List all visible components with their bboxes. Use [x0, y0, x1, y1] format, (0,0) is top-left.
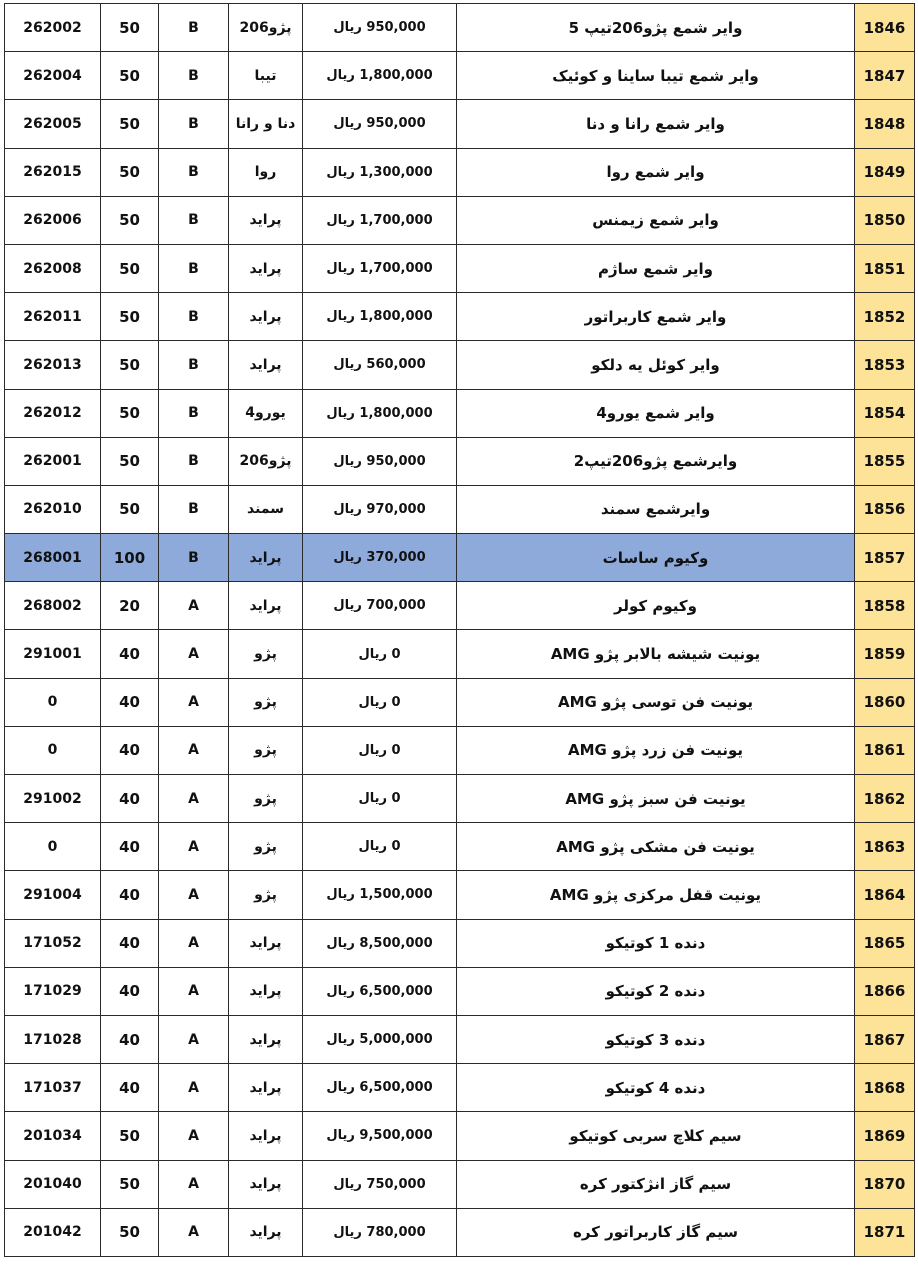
price-cell: 1,800,000 ریال [303, 52, 457, 100]
price-cell: 6,500,000 ریال [303, 1064, 457, 1112]
part-code-cell: 262005 [5, 100, 101, 148]
grade-cell: B [159, 293, 229, 341]
quantity-cell: 40 [101, 871, 159, 919]
part-code-cell: 262008 [5, 244, 101, 292]
grade-cell: B [159, 341, 229, 389]
part-code-cell: 262010 [5, 485, 101, 533]
car-model-cell: پژو [229, 630, 303, 678]
row-number-cell: 1852 [855, 293, 915, 341]
price-cell: 0 ریال [303, 726, 457, 774]
grade-cell: A [159, 967, 229, 1015]
quantity-cell: 50 [101, 485, 159, 533]
price-cell: 700,000 ریال [303, 582, 457, 630]
table-row [5, 1064, 915, 1112]
grade-cell: A [159, 726, 229, 774]
description-cell: دنده 3 کوتیکو [457, 1015, 855, 1063]
table-row [5, 485, 915, 533]
quantity-cell: 40 [101, 823, 159, 871]
table-row [5, 726, 915, 774]
table-row [5, 389, 915, 437]
grade-cell: A [159, 1208, 229, 1256]
table-row [5, 52, 915, 100]
table-row [5, 244, 915, 292]
price-cell: 6,500,000 ریال [303, 967, 457, 1015]
car-model-cell: پراید [229, 1064, 303, 1112]
quantity-cell: 100 [101, 534, 159, 582]
car-model-cell: پراید [229, 919, 303, 967]
description-cell: یونیت شیشه بالابر پژو AMG [457, 630, 855, 678]
price-cell: 1,800,000 ریال [303, 293, 457, 341]
description-cell: سیم کلاچ سربی کوتیکو [457, 1112, 855, 1160]
car-model-cell: پراید [229, 244, 303, 292]
price-cell: 370,000 ریال [303, 534, 457, 582]
row-number-cell: 1847 [855, 52, 915, 100]
car-model-cell: پژو [229, 775, 303, 823]
grade-cell: A [159, 630, 229, 678]
part-code-cell: 0 [5, 678, 101, 726]
car-model-cell: یورو4 [229, 389, 303, 437]
description-cell: سیم گاز انژکتور کره [457, 1160, 855, 1208]
car-model-cell: پراید [229, 196, 303, 244]
part-code-cell: 0 [5, 823, 101, 871]
table-row [5, 823, 915, 871]
car-model-cell: پراید [229, 1015, 303, 1063]
table-row [5, 1160, 915, 1208]
price-cell: 0 ریال [303, 678, 457, 726]
table-row [5, 919, 915, 967]
quantity-cell: 50 [101, 100, 159, 148]
table-row [5, 100, 915, 148]
row-number-cell: 1853 [855, 341, 915, 389]
part-code-cell: 262006 [5, 196, 101, 244]
part-code-cell: 171028 [5, 1015, 101, 1063]
quantity-cell: 40 [101, 726, 159, 774]
part-code-cell: 0 [5, 726, 101, 774]
quantity-cell: 50 [101, 1160, 159, 1208]
quantity-cell: 50 [101, 389, 159, 437]
row-number-cell: 1860 [855, 678, 915, 726]
price-cell: 1,500,000 ریال [303, 871, 457, 919]
price-cell: 0 ریال [303, 630, 457, 678]
grade-cell: A [159, 919, 229, 967]
row-number-cell: 1851 [855, 244, 915, 292]
row-number-cell: 1848 [855, 100, 915, 148]
table-row [5, 341, 915, 389]
table-row [5, 967, 915, 1015]
car-model-cell: پراید [229, 967, 303, 1015]
description-cell: یونیت فن مشکی پژو AMG [457, 823, 855, 871]
table-row [5, 196, 915, 244]
table-row [5, 534, 915, 582]
price-cell: 970,000 ریال [303, 485, 457, 533]
price-cell: 8,500,000 ریال [303, 919, 457, 967]
row-number-cell: 1854 [855, 389, 915, 437]
row-number-cell: 1850 [855, 196, 915, 244]
description-cell: وایر شمع ساژم [457, 244, 855, 292]
car-model-cell: پژو [229, 823, 303, 871]
description-cell: یونیت فن سبز پژو AMG [457, 775, 855, 823]
table-row [5, 630, 915, 678]
quantity-cell: 40 [101, 775, 159, 823]
row-number-cell: 1846 [855, 4, 915, 52]
price-cell: 950,000 ریال [303, 437, 457, 485]
price-cell: 5,000,000 ریال [303, 1015, 457, 1063]
grade-cell: A [159, 871, 229, 919]
part-code-cell: 201040 [5, 1160, 101, 1208]
grade-cell: B [159, 244, 229, 292]
quantity-cell: 40 [101, 1064, 159, 1112]
quantity-cell: 50 [101, 148, 159, 196]
quantity-cell: 50 [101, 4, 159, 52]
quantity-cell: 50 [101, 293, 159, 341]
car-model-cell: پژو206 [229, 4, 303, 52]
grade-cell: B [159, 100, 229, 148]
row-number-cell: 1868 [855, 1064, 915, 1112]
quantity-cell: 50 [101, 1112, 159, 1160]
part-code-cell: 201042 [5, 1208, 101, 1256]
quantity-cell: 50 [101, 244, 159, 292]
quantity-cell: 40 [101, 630, 159, 678]
price-cell: 560,000 ریال [303, 341, 457, 389]
part-code-cell: 262002 [5, 4, 101, 52]
table-row [5, 293, 915, 341]
part-code-cell: 171029 [5, 967, 101, 1015]
description-cell: وایرشمع پژو206تیپ2 [457, 437, 855, 485]
part-code-cell: 171037 [5, 1064, 101, 1112]
price-cell: 1,700,000 ریال [303, 244, 457, 292]
part-code-cell: 171052 [5, 919, 101, 967]
row-number-cell: 1867 [855, 1015, 915, 1063]
description-cell: یونیت قفل مرکزی پژو AMG [457, 871, 855, 919]
quantity-cell: 20 [101, 582, 159, 630]
grade-cell: B [159, 52, 229, 100]
row-number-cell: 1865 [855, 919, 915, 967]
car-model-cell: پراید [229, 582, 303, 630]
description-cell: وکیوم کولر [457, 582, 855, 630]
car-model-cell: روا [229, 148, 303, 196]
row-number-cell: 1871 [855, 1208, 915, 1256]
row-number-cell: 1864 [855, 871, 915, 919]
description-cell: دنده 4 کوتیکو [457, 1064, 855, 1112]
car-model-cell: پراید [229, 341, 303, 389]
description-cell: دنده 2 کوتیکو [457, 967, 855, 1015]
row-number-cell: 1869 [855, 1112, 915, 1160]
quantity-cell: 40 [101, 919, 159, 967]
table-row [5, 1208, 915, 1256]
grade-cell: B [159, 485, 229, 533]
quantity-cell: 50 [101, 437, 159, 485]
price-cell: 750,000 ریال [303, 1160, 457, 1208]
car-model-cell: پراید [229, 293, 303, 341]
part-code-cell: 291004 [5, 871, 101, 919]
car-model-cell: پژو [229, 726, 303, 774]
row-number-cell: 1862 [855, 775, 915, 823]
part-code-cell: 262011 [5, 293, 101, 341]
part-code-cell: 262004 [5, 52, 101, 100]
car-model-cell: پژو [229, 871, 303, 919]
price-list-body [5, 4, 915, 1257]
car-model-cell: دنا و رانا [229, 100, 303, 148]
table-row [5, 582, 915, 630]
description-cell: یونیت فن توسی پژو AMG [457, 678, 855, 726]
table-row [5, 1015, 915, 1063]
price-list-table [4, 3, 915, 1257]
table-row [5, 775, 915, 823]
car-model-cell: پژو206 [229, 437, 303, 485]
description-cell: وایرشمع سمند [457, 485, 855, 533]
price-cell: 950,000 ریال [303, 4, 457, 52]
price-cell: 780,000 ریال [303, 1208, 457, 1256]
grade-cell: B [159, 437, 229, 485]
description-cell: وایر شمع رانا و دنا [457, 100, 855, 148]
description-cell: سیم گاز کاربراتور کره [457, 1208, 855, 1256]
row-number-cell: 1859 [855, 630, 915, 678]
row-number-cell: 1857 [855, 534, 915, 582]
quantity-cell: 50 [101, 1208, 159, 1256]
grade-cell: B [159, 534, 229, 582]
car-model-cell: پژو [229, 678, 303, 726]
quantity-cell: 40 [101, 678, 159, 726]
row-number-cell: 1863 [855, 823, 915, 871]
description-cell: وایر شمع کاربراتور [457, 293, 855, 341]
grade-cell: B [159, 196, 229, 244]
quantity-cell: 40 [101, 1015, 159, 1063]
row-number-cell: 1870 [855, 1160, 915, 1208]
part-code-cell: 262013 [5, 341, 101, 389]
quantity-cell: 40 [101, 967, 159, 1015]
grade-cell: B [159, 389, 229, 437]
part-code-cell: 262001 [5, 437, 101, 485]
grade-cell: A [159, 775, 229, 823]
row-number-cell: 1855 [855, 437, 915, 485]
description-cell: وایر شمع پژو206تیپ 5 [457, 4, 855, 52]
description-cell: وایر شمع تیبا ساینا و کوئیک [457, 52, 855, 100]
description-cell: وایر شمع زیمنس [457, 196, 855, 244]
car-model-cell: پراید [229, 1208, 303, 1256]
row-number-cell: 1856 [855, 485, 915, 533]
table-row [5, 871, 915, 919]
description-cell: وکیوم ساسات [457, 534, 855, 582]
grade-cell: B [159, 4, 229, 52]
grade-cell: A [159, 823, 229, 871]
quantity-cell: 50 [101, 52, 159, 100]
car-model-cell: تیبا [229, 52, 303, 100]
part-code-cell: 268001 [5, 534, 101, 582]
grade-cell: B [159, 148, 229, 196]
table-row [5, 437, 915, 485]
car-model-cell: پراید [229, 1160, 303, 1208]
grade-cell: A [159, 1015, 229, 1063]
price-cell: 1,300,000 ریال [303, 148, 457, 196]
table-row [5, 4, 915, 52]
grade-cell: A [159, 1160, 229, 1208]
grade-cell: A [159, 1112, 229, 1160]
part-code-cell: 291001 [5, 630, 101, 678]
price-cell: 9,500,000 ریال [303, 1112, 457, 1160]
price-cell: 0 ریال [303, 775, 457, 823]
description-cell: دنده 1 کوتیکو [457, 919, 855, 967]
car-model-cell: سمند [229, 485, 303, 533]
table-row [5, 678, 915, 726]
part-code-cell: 268002 [5, 582, 101, 630]
row-number-cell: 1858 [855, 582, 915, 630]
quantity-cell: 50 [101, 196, 159, 244]
part-code-cell: 262012 [5, 389, 101, 437]
grade-cell: A [159, 582, 229, 630]
car-model-cell: پراید [229, 534, 303, 582]
grade-cell: A [159, 1064, 229, 1112]
row-number-cell: 1866 [855, 967, 915, 1015]
price-cell: 1,700,000 ریال [303, 196, 457, 244]
description-cell: وایر شمع روا [457, 148, 855, 196]
row-number-cell: 1861 [855, 726, 915, 774]
car-model-cell: پراید [229, 1112, 303, 1160]
row-number-cell: 1849 [855, 148, 915, 196]
grade-cell: A [159, 678, 229, 726]
part-code-cell: 262015 [5, 148, 101, 196]
description-cell: وایر شمع یورو4 [457, 389, 855, 437]
table-row [5, 1112, 915, 1160]
description-cell: وایر کوئل یه دلکو [457, 341, 855, 389]
description-cell: یونیت فن زرد پژو AMG [457, 726, 855, 774]
price-cell: 950,000 ریال [303, 100, 457, 148]
quantity-cell: 50 [101, 341, 159, 389]
price-cell: 1,800,000 ریال [303, 389, 457, 437]
price-cell: 0 ریال [303, 823, 457, 871]
part-code-cell: 291002 [5, 775, 101, 823]
table-row [5, 148, 915, 196]
part-code-cell: 201034 [5, 1112, 101, 1160]
